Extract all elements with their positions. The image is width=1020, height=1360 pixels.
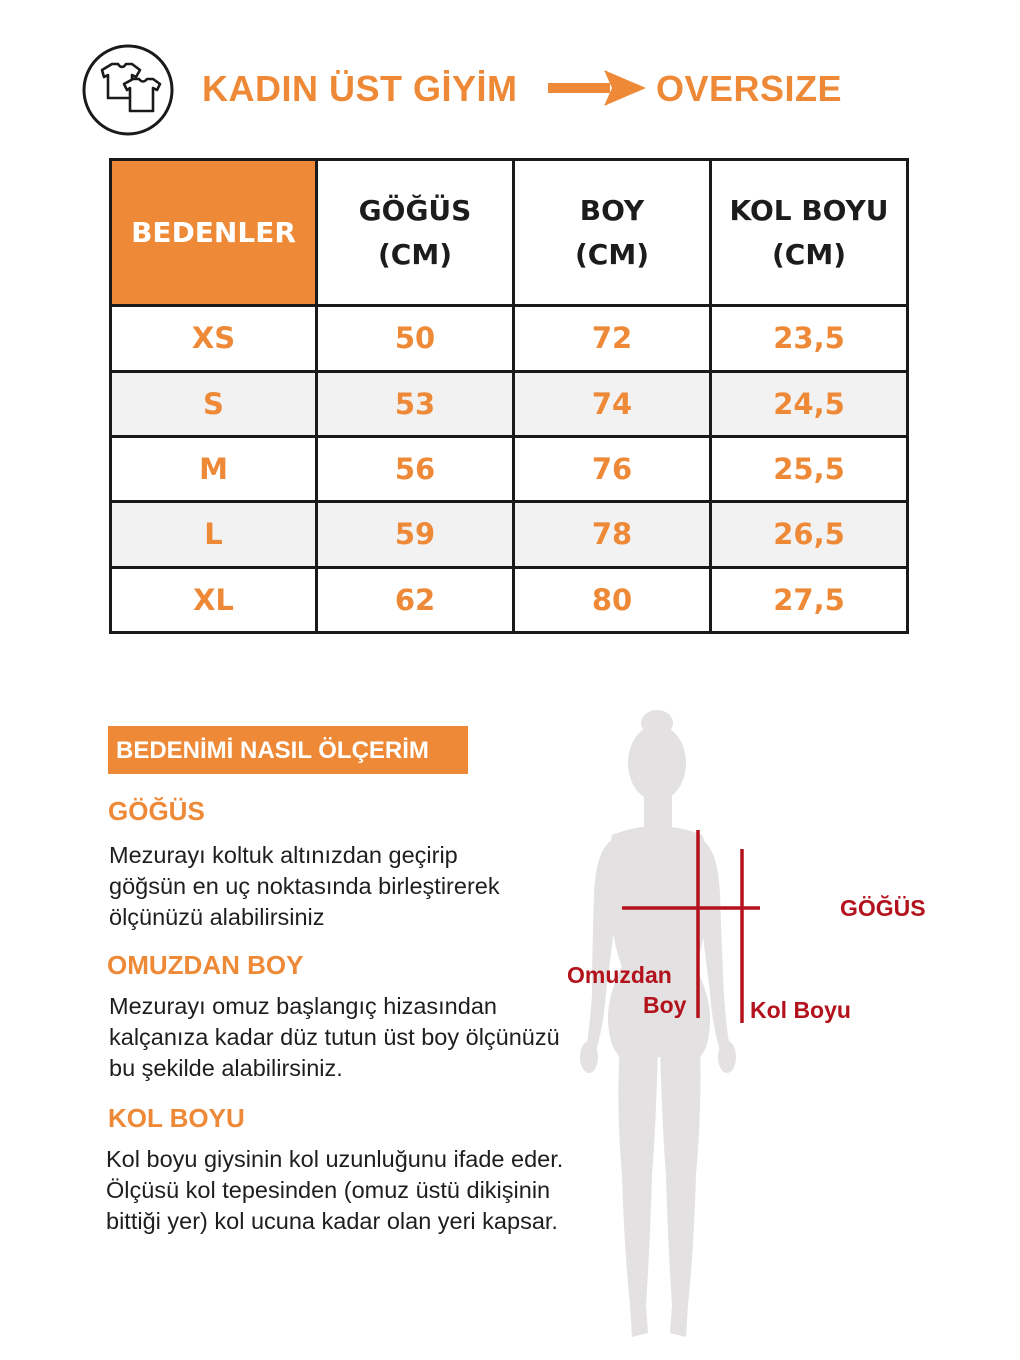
measure-label-kol-boyu: Kol Boyu xyxy=(750,997,851,1023)
page-title: KADIN ÜST GİYİM xyxy=(202,68,518,109)
size-cell: XS xyxy=(111,306,317,371)
measure-label-gogus: GÖĞÜS xyxy=(840,895,926,921)
header-boy-line1: BOY xyxy=(579,193,645,227)
kol-cell: 23,5 xyxy=(711,306,908,371)
boy-cell: 78 xyxy=(514,502,711,567)
table-row xyxy=(111,371,908,436)
measure-label-boy: Boy xyxy=(643,992,687,1018)
size-table xyxy=(109,158,909,634)
gogus-cell: 53 xyxy=(317,371,514,436)
table-row xyxy=(111,306,908,371)
tshirts-icon xyxy=(82,44,174,136)
table-row xyxy=(111,502,908,567)
header-gogus-line1: GÖĞÜS xyxy=(358,193,472,227)
measure-label-omuzdan: Omuzdan xyxy=(567,962,672,988)
header-gogus-line2: (CM) xyxy=(377,237,452,271)
boy-cell: 74 xyxy=(514,371,711,436)
arrow-right-icon xyxy=(548,70,646,106)
section-body-gogus: Mezurayı koltuk altınızdan geçirip göğsün en uç noktasında birleştirerek ölçünüzü alabilirsiniz xyxy=(109,842,500,930)
gogus-cell: 56 xyxy=(317,436,514,501)
gogus-cell: 50 xyxy=(317,306,514,371)
section-body-kol-boyu: Kol boyu giysinin kol uzunluğunu ifade eder. Ölçüsü kol tepesinden (omuz üstü dikişinin bittiği yer) kol ucuna kadar olan yeri kapsar. xyxy=(106,1146,564,1234)
kol-cell: 25,5 xyxy=(711,436,908,501)
header-kol xyxy=(711,160,908,306)
body-silhouette-illustration xyxy=(560,705,760,1350)
boy-cell: 80 xyxy=(514,567,711,632)
header-boy-line2: (CM) xyxy=(574,237,649,271)
size-cell: L xyxy=(111,502,317,567)
header-kol-line2: (CM) xyxy=(771,237,846,271)
kol-cell: 26,5 xyxy=(711,502,908,567)
header-gogus xyxy=(317,160,514,306)
kol-cell: 27,5 xyxy=(711,567,908,632)
header-boy xyxy=(514,160,711,306)
section-title-gogus: GÖĞÜS xyxy=(108,796,205,826)
section-title-omuzdan-boy: OMUZDAN BOY xyxy=(107,950,304,980)
header-kol-line1: KOL BOYU xyxy=(729,193,889,227)
gogus-cell: 59 xyxy=(317,502,514,567)
fit-type-title: OVERSIZE xyxy=(656,68,843,109)
section-body-omuzdan-boy: Mezurayı omuz başlangıç hizasından kalçanıza kadar düz tutun üst boy ölçünüzü bu şekilde alabilirsiniz. xyxy=(109,993,560,1081)
section-title-kol-boyu: KOL BOYU xyxy=(108,1103,245,1133)
kol-cell: 24,5 xyxy=(711,371,908,436)
guide-banner xyxy=(108,726,468,774)
gogus-cell: 62 xyxy=(317,567,514,632)
boy-cell: 72 xyxy=(514,306,711,371)
table-row xyxy=(111,567,908,632)
table-row xyxy=(111,436,908,501)
boy-cell: 76 xyxy=(514,436,711,501)
header-sizes: BEDENLER xyxy=(111,160,317,306)
size-cell: M xyxy=(111,436,317,501)
size-cell: S xyxy=(111,371,317,436)
table-header-row xyxy=(111,160,908,306)
size-cell: XL xyxy=(111,567,317,632)
guide-banner-label: BEDENİMİ NASIL ÖLÇERİM xyxy=(116,737,429,764)
